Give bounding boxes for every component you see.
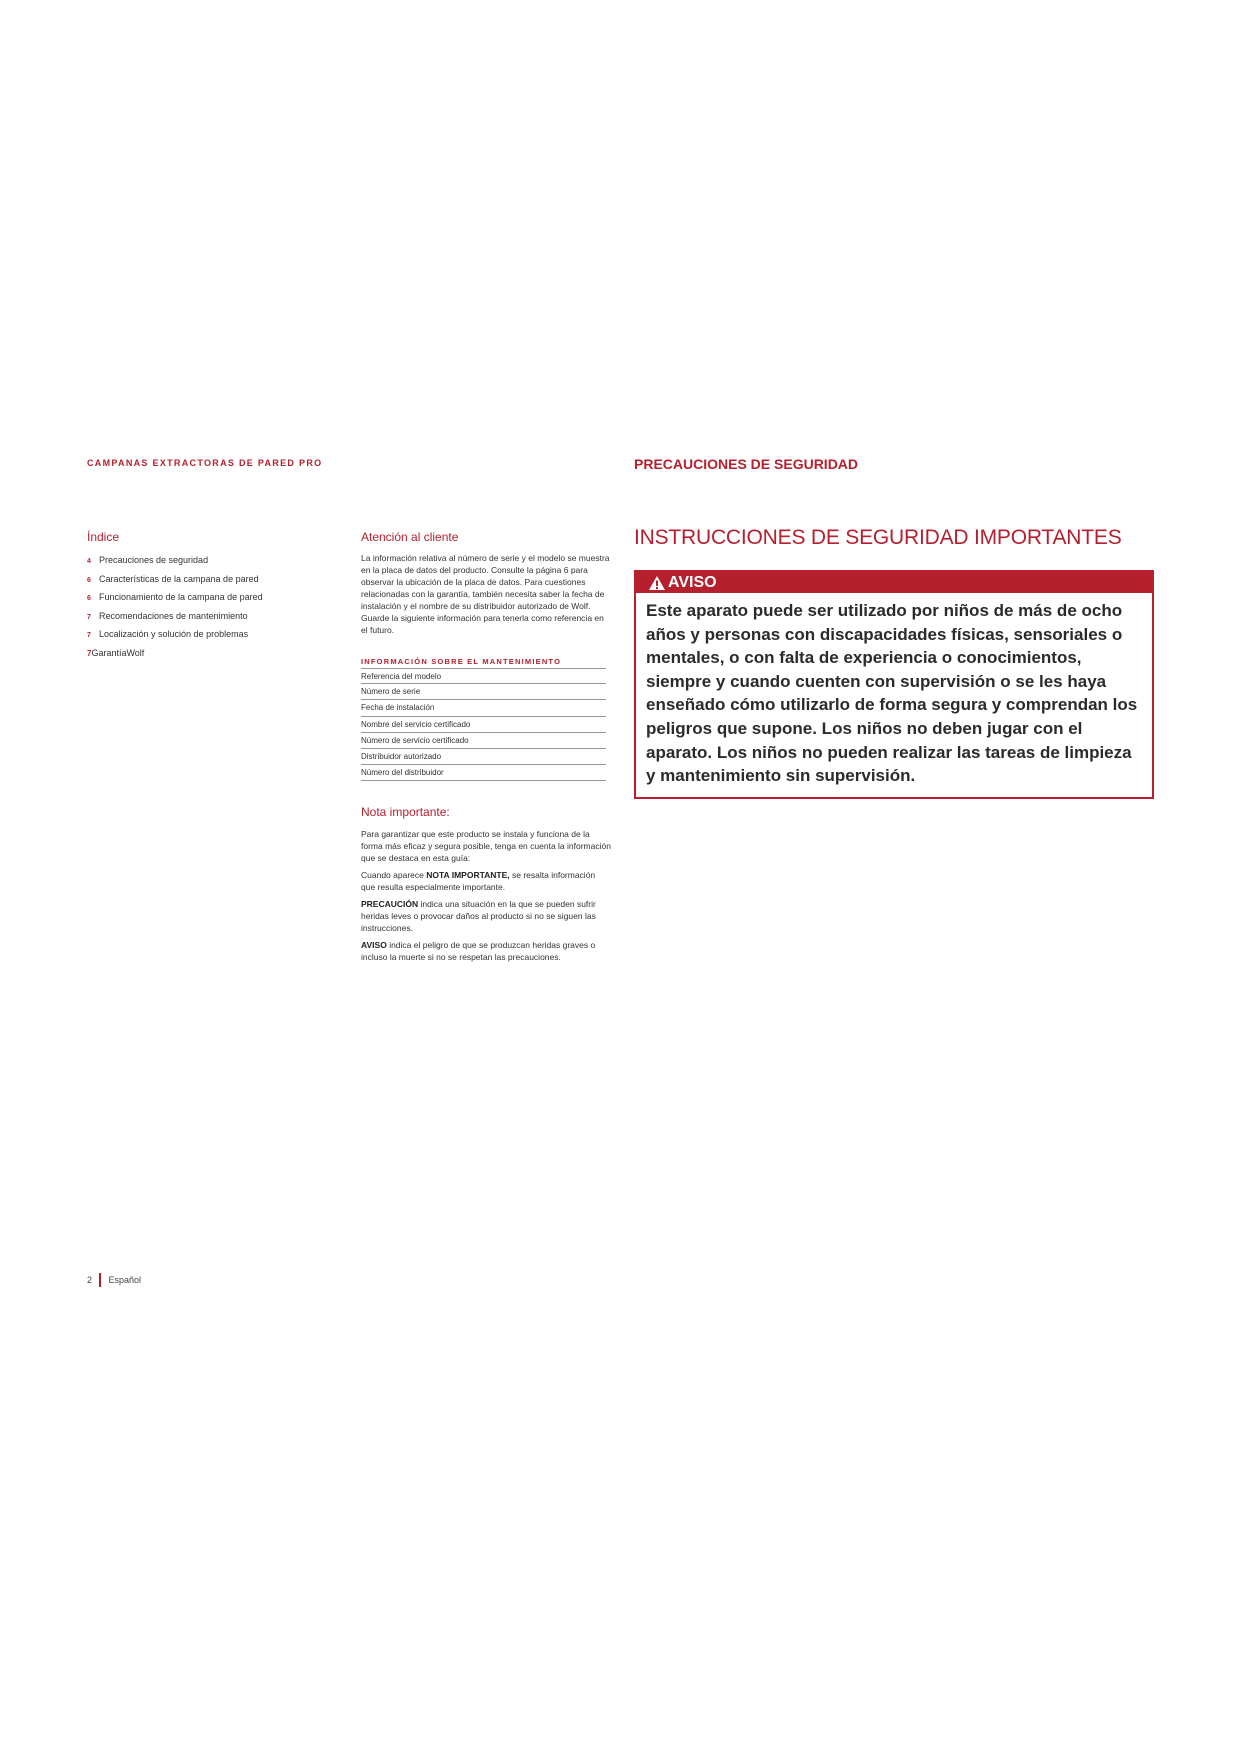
toc-page-number: 4 [87, 558, 91, 565]
maintenance-section [361, 657, 611, 781]
maintenance-row-install-date: Fecha de instalación [361, 700, 606, 716]
maintenance-row-service-number: Número de servicio certificado [361, 733, 606, 749]
toc-item-label: Precauciones de seguridad [99, 555, 209, 565]
maintenance-row-dealer-number: Número del distribuidor [361, 765, 606, 781]
warning-box [634, 570, 1154, 799]
maintenance-row-service-name: Nombre del servicio certificado [361, 717, 606, 733]
toc-item[interactable] [87, 554, 327, 573]
maintenance-row-serial: Número de serie [361, 684, 606, 700]
toc-page-number: 6 [87, 595, 91, 603]
maintenance-title: INFORMACIÓN SOBRE EL MANTENIMIENTO [361, 657, 562, 666]
note-text: Cuando aparece [361, 870, 427, 880]
toc-item-label: GarantíaWolf [91, 647, 145, 658]
footer-language: Español [108, 1275, 142, 1285]
toc-item[interactable] [87, 610, 327, 629]
maintenance-row-model: Referencia del modelo [361, 668, 606, 684]
toc-item[interactable] [87, 591, 327, 610]
note-text: se resalta información que resulta especialmente importante. [361, 870, 596, 892]
note-bold-term: NOTA IMPORTANTE, [426, 870, 510, 880]
toc-item[interactable] [87, 628, 327, 647]
customer-service-section [361, 530, 611, 636]
note-text: indica el peligro de que se produzcan heridas graves o incluso la muerte si no se respetan las precauciones. [361, 940, 596, 962]
running-header-right: PRECAUCIONES DE SEGURIDAD [634, 456, 859, 472]
customer-service-title: Atención al cliente [361, 530, 459, 544]
warning-paragraph [361, 939, 611, 963]
important-note-paragraph [361, 869, 611, 893]
toc-page-number: 7 [87, 648, 92, 658]
important-note-intro: Para garantizar que este producto se instala y funciona de la forma más eficaz y segura posible, tenga en cuenta la información que se destaca en esta guía: [361, 829, 611, 863]
warning-label: AVISO [668, 573, 717, 591]
maintenance-table [361, 668, 606, 781]
safety-title: INSTRUCCIONES DE SEGURIDAD IMPORTANTES [634, 526, 1122, 549]
warning-triangle-icon [648, 575, 666, 591]
caution-paragraph [361, 898, 611, 934]
toc-list [87, 554, 327, 666]
toc-item-label: Recomendaciones de mantenimiento [99, 610, 248, 621]
toc-item[interactable] [87, 647, 327, 666]
toc-page-number: 7 [87, 613, 91, 621]
important-note-section [361, 805, 611, 968]
warning-text: Este aparato puede ser utilizado por niños de más de ocho años y personas con discapacidades físicas, sensoriales o mentales, o con falta de experiencia o conocimientos, siempre y cuando cuenten con supervisión o se les haya enseñado cómo utilizarlo de forma segura y comprendan los peligros que supone. Los niños no deben jugar con el aparato. Los niños no pueden realizar las tareas de limpieza y mantenimiento sin supervisión. [646, 601, 1138, 786]
page-number: 2 [87, 1275, 93, 1285]
note-text: indica una situación en la que se pueden sufrir heridas leves o provocar daños al producto si no se siguen las instrucciones. [361, 899, 596, 933]
running-header-left: CAMPANAS EXTRACTORAS DE PARED PRO [87, 458, 323, 468]
footer-divider [99, 1273, 101, 1287]
page-footer [87, 1273, 141, 1287]
important-note-title: Nota importante: [361, 805, 450, 819]
toc-item-label: Características de la campana de pared [99, 573, 259, 584]
toc-page-number: 6 [87, 576, 91, 584]
note-bold-term: AVISO [361, 940, 387, 950]
toc-title: Índice [87, 530, 120, 544]
note-bold-term: PRECAUCIÓN [361, 899, 419, 909]
maintenance-row-dealer: Distribuidor autorizado [361, 749, 606, 765]
toc-item-label: Funcionamiento de la campana de pared [99, 592, 263, 603]
toc-item-label: Localización y solución de problemas [99, 629, 249, 640]
toc-item[interactable] [87, 573, 327, 592]
customer-service-text: La información relativa al número de serie y el modelo se muestra en la placa de datos del producto. Consulte la página 6 para observar la ubicación de la placa de datos. Para cuestiones relacionadas con la garantía, también necesita saber la fecha de instalación y el nombre de su distribuidor autorizado de Wolf. Guarde la siguiente información para tenerla como referencia en el futuro. [361, 553, 610, 635]
warning-header [636, 572, 1152, 593]
toc-page-number: 7 [87, 632, 91, 640]
